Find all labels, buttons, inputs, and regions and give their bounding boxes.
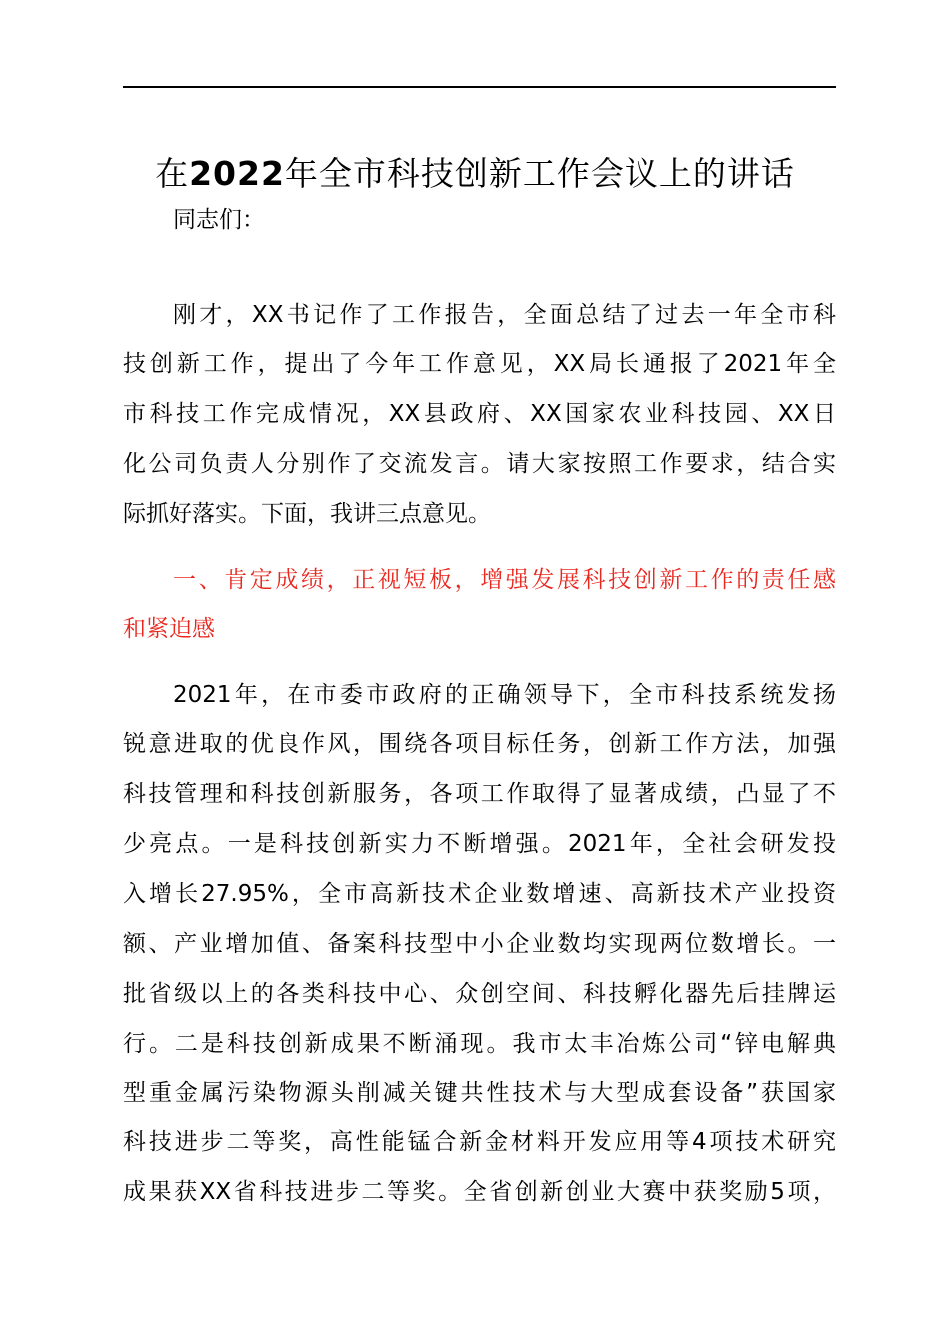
header-rule [123,86,836,88]
paragraph2-line: 少亮点。一是科技创新实力不断增强。2021年，全社会研发投 [123,831,836,857]
paragraph1-line: 际抓好落实。下面，我讲三点意见。 [123,501,491,527]
paragraph1-line: 市科技工作完成情况，XX县政府、XX国家农业科技园、XX日 [123,401,836,427]
title-year: 2022 [189,154,285,193]
title-suffix: 年全市科技创新工作会议上的讲话 [284,154,795,193]
paragraph2-line: 科技进步二等奖，高性能锰合新金材料开发应用等4项技术研究 [123,1129,836,1155]
paragraph2-line: 型重金属污染物源头削减关键共性技术与大型成套设备”获国家 [123,1080,836,1106]
paragraph1-line: 化公司负责人分别作了交流发言。请大家按照工作要求，结合实 [123,451,836,477]
paragraph1-line: 技创新工作，提出了今年工作意见，XX局长通报了2021年全 [123,351,836,377]
paragraph2-line: 2021年，在市委市政府的正确领导下，全市科技系统发扬 [173,682,836,708]
salutation: 同志们： [173,207,265,233]
title-prefix: 在 [155,154,190,193]
section-heading: 和紧迫感 [123,616,215,642]
paragraph2-line: 科技管理和科技创新服务，各项工作取得了显著成绩，凸显了不 [123,781,836,807]
paragraph2-line: 锐意进取的优良作风，围绕各项目标任务，创新工作方法，加强 [123,731,836,757]
paragraph2-line: 成果获XX省科技进步二等奖。全省创新创业大赛中获奖励5项， [123,1179,836,1205]
section-heading: 一、肯定成绩，正视短板，增强发展科技创新工作的责任感 [173,567,836,593]
paragraph1-line: 刚才，XX书记作了工作报告，全面总结了过去一年全市科 [173,302,836,328]
paragraph2-line: 入增长27.95%，全市高新技术企业数增速、高新技术产业投资 [123,881,836,907]
page-title [0,148,950,200]
paragraph2-line: 批省级以上的各类科技中心、众创空间、科技孵化器先后挂牌运 [123,981,836,1007]
paragraph2-line: 额、产业增加值、备案科技型中小企业数均实现两位数增长。一 [123,931,836,957]
paragraph2-line: 行。二是科技创新成果不断涌现。我市太丰冶炼公司“锌电解典 [123,1031,836,1057]
